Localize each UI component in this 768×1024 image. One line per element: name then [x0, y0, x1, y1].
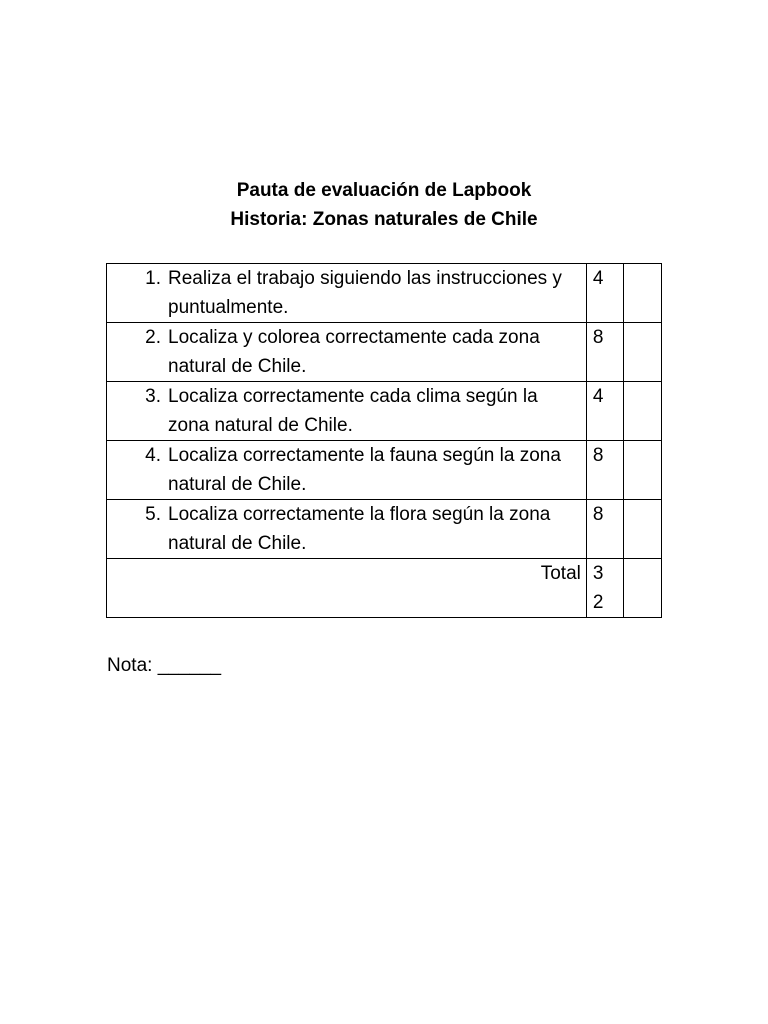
- criterion-number: 3.: [145, 386, 161, 407]
- points-cell: 4: [586, 264, 623, 323]
- score-cell: [623, 441, 661, 500]
- total-points-cell: [586, 559, 623, 618]
- criterion-number: 4.: [145, 445, 161, 466]
- score-cell: [623, 382, 661, 441]
- criterion-text: Localiza correctamente cada clima según la zona natural de Chile.: [168, 386, 538, 436]
- total-row: [107, 559, 662, 618]
- total-score-cell: [623, 559, 661, 618]
- criterion-text: Realiza el trabajo siguiendo las instrucciones y puntualmente.: [168, 268, 562, 318]
- total-label: Total: [107, 559, 587, 618]
- score-cell: [623, 500, 661, 559]
- nota-line: [107, 651, 221, 680]
- criterion-cell: [107, 500, 587, 559]
- points-cell: 4: [586, 382, 623, 441]
- criterion-number: 1.: [145, 268, 161, 289]
- criterion-cell: [107, 264, 587, 323]
- points-cell: 8: [586, 441, 623, 500]
- criterion-text: Localiza correctamente la flora según la zona natural de Chile.: [168, 504, 551, 554]
- criterion-number: 5.: [145, 504, 161, 525]
- criterion-text: Localiza correctamente la fauna según la zona natural de Chile.: [168, 445, 561, 495]
- criterion-cell: [107, 382, 587, 441]
- score-cell: [623, 264, 661, 323]
- points-cell: 8: [586, 500, 623, 559]
- table-row: [107, 323, 662, 382]
- table-row: [107, 500, 662, 559]
- total-points: 32: [592, 563, 604, 613]
- nota-blank: ______: [157, 655, 222, 676]
- table-row: [107, 441, 662, 500]
- criterion-cell: [107, 323, 587, 382]
- table-row: [107, 264, 662, 323]
- criterion-cell: [107, 441, 587, 500]
- title-line-1: Pauta de evaluación de Lapbook: [236, 180, 532, 201]
- criterion-text: Localiza y colorea correctamente cada zona natural de Chile.: [168, 327, 540, 377]
- nota-label: Nota:: [107, 655, 153, 676]
- title-line-2: Historia: Zonas naturales de Chile: [230, 209, 538, 230]
- criterion-number: 2.: [145, 327, 161, 348]
- table-row: [107, 382, 662, 441]
- points-cell: 8: [586, 323, 623, 382]
- score-cell: [623, 323, 661, 382]
- document-title: [0, 176, 768, 234]
- rubric-table: [106, 263, 662, 618]
